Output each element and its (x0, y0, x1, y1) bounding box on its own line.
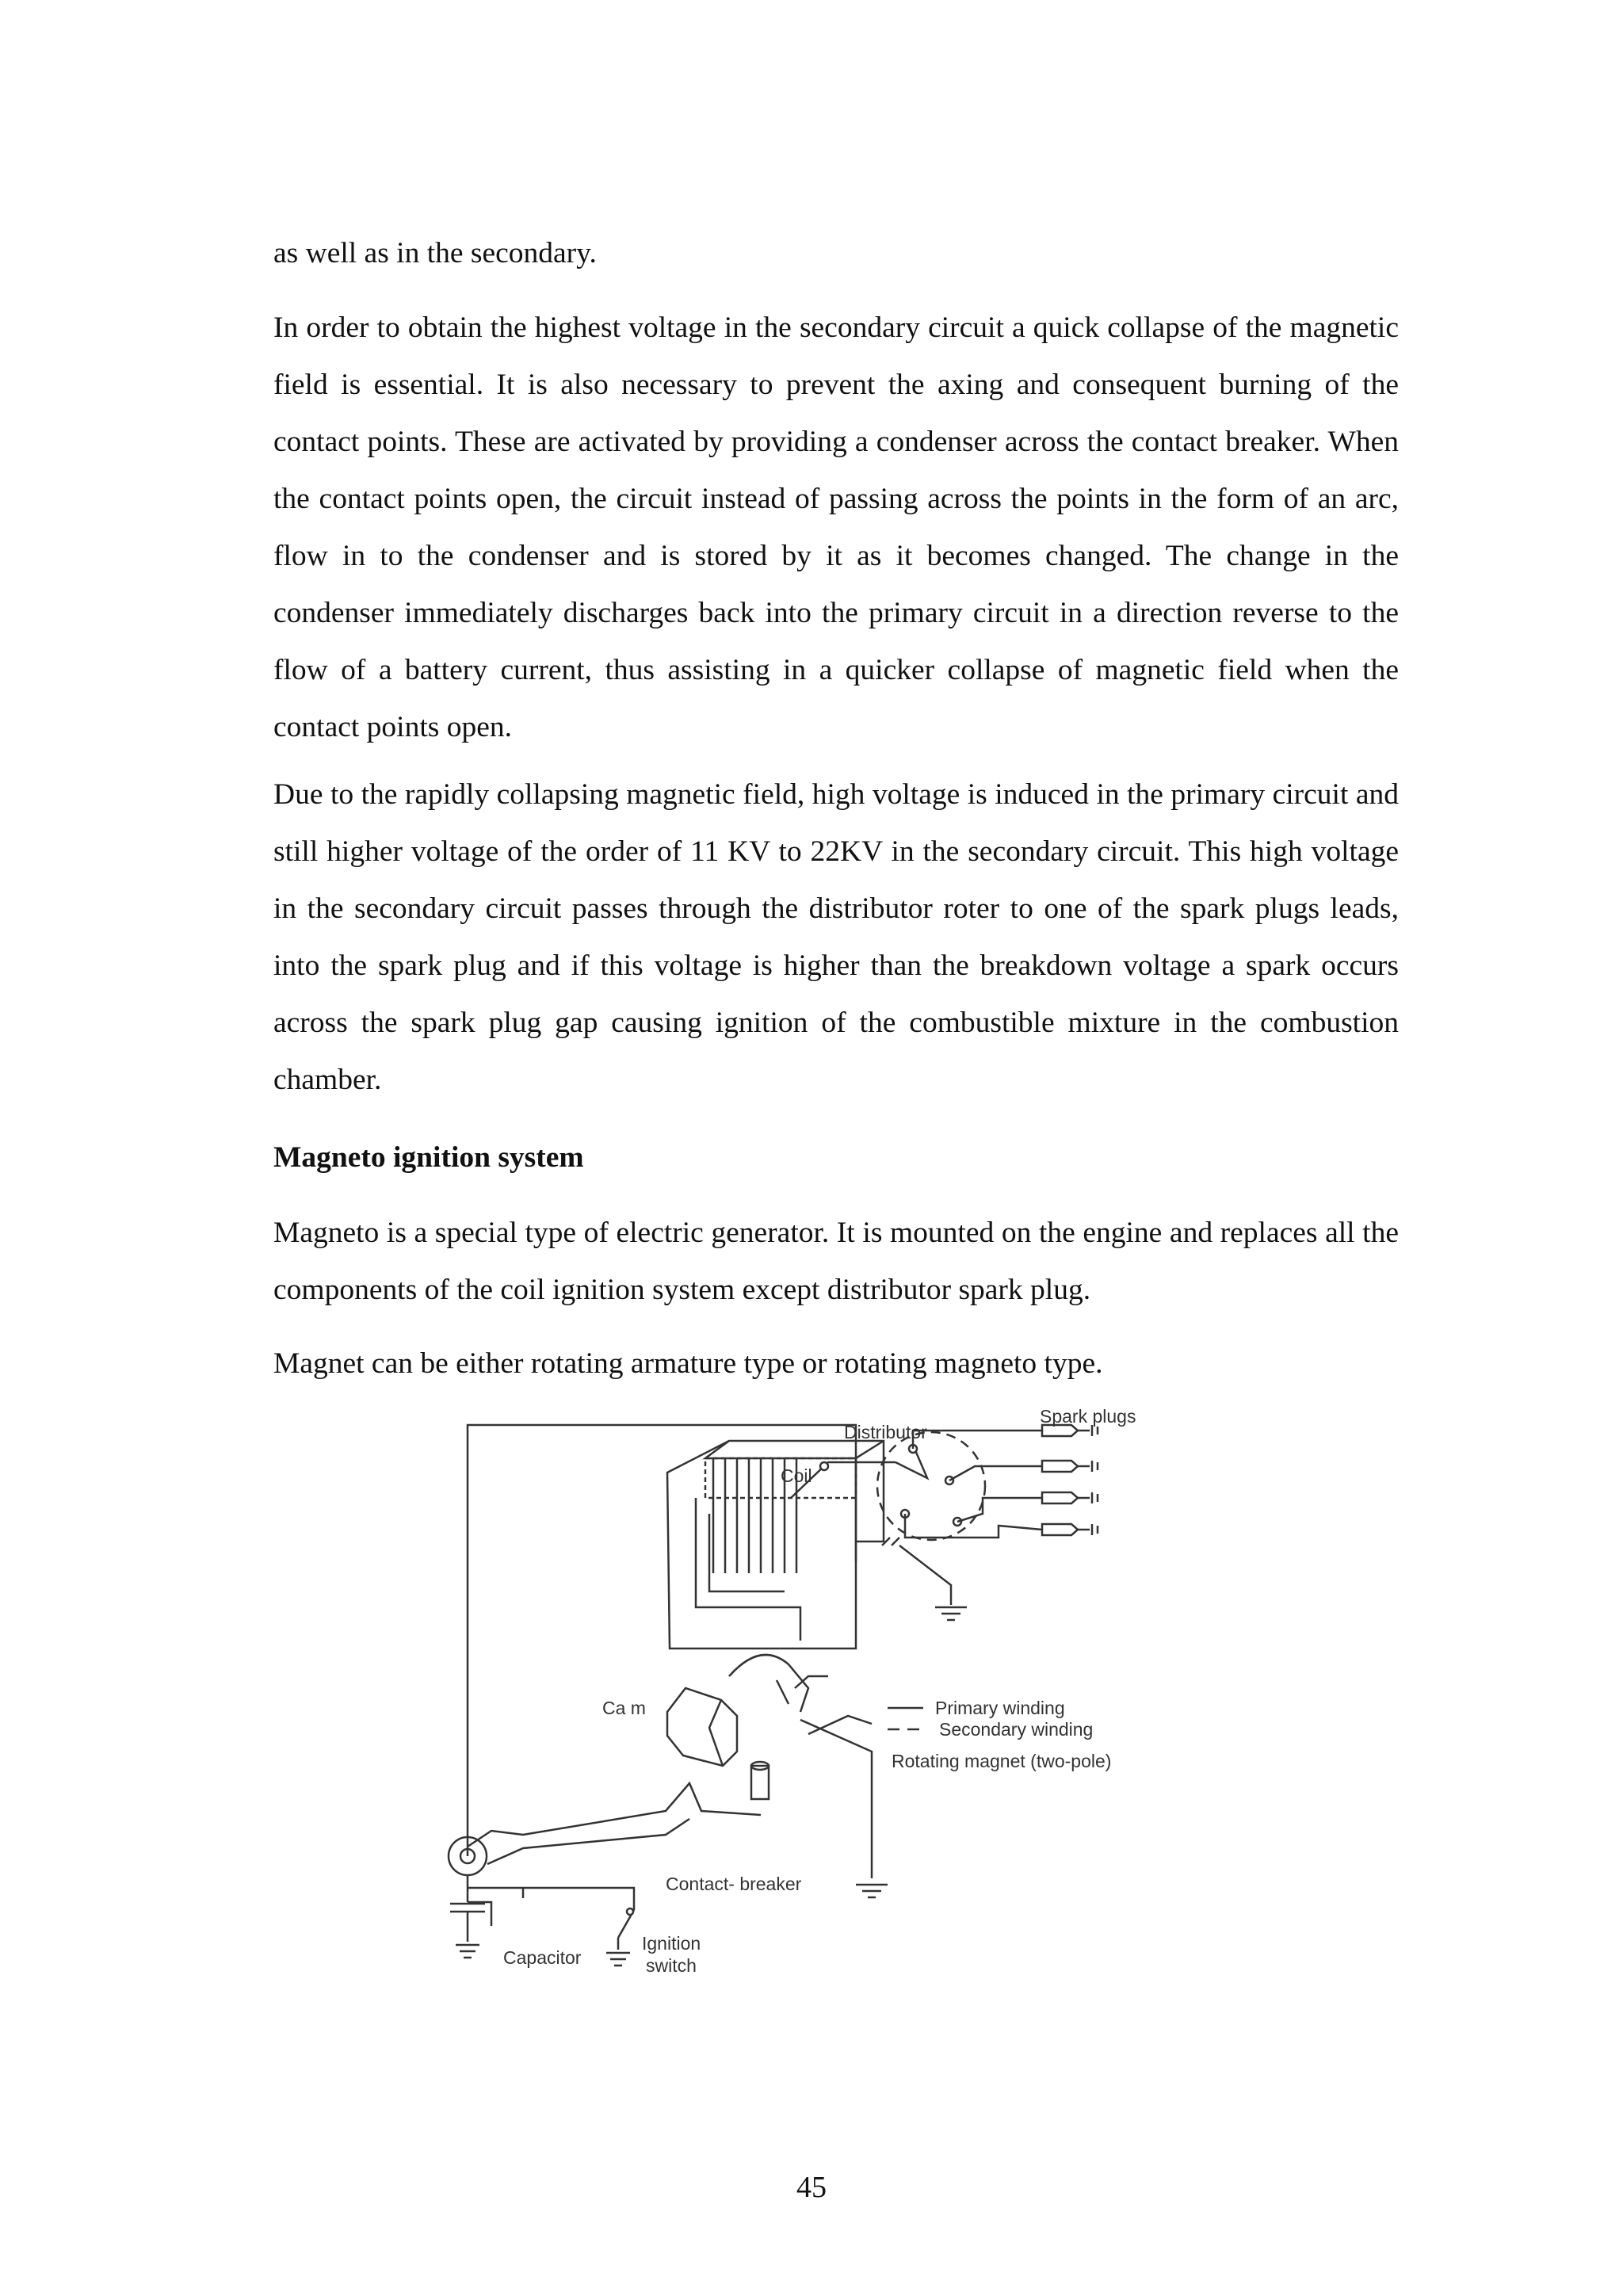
label-primary-winding: Primary winding (935, 1698, 1065, 1718)
label-secondary-winding: Secondary winding (939, 1719, 1094, 1740)
section-heading: Magneto ignition system (273, 1141, 584, 1174)
spark-lead-2 (949, 1466, 1042, 1480)
magneto-ignition-diagram (428, 1403, 1173, 2005)
label-coil: Coil (781, 1465, 812, 1486)
paragraph-magneto: Magneto is a special type of electric generator. It is mounted on the engine and replaces all the components of the coil ignition system except distributor spark plug. (273, 1217, 1399, 1306)
label-ignition: Ignition (642, 1933, 701, 1954)
paragraph-high-voltage: Due to the rapidly collapsing magnetic field, high voltage is induced in the primary circuit and still higher voltage of the order of 11 KV to 22KV in the secondary circuit. This high voltage in the secondary circuit passes through the distributor roter to one of the spark plugs leads, into the spark plug and if this voltage is higher than the breakdown voltage a spark occurs across the spark plug gap causing ignition of the combustible mixture in the combustion chamber. (273, 778, 1399, 1096)
spark-plug-icons (1042, 1425, 1098, 1535)
primary-wire (468, 1425, 856, 1856)
diagram-labels (503, 1406, 1136, 1976)
label-spark-plugs: Spark plugs (1040, 1406, 1136, 1427)
label-capacitor: Capacitor (503, 1947, 582, 1968)
paragraph-magnet-types: Magnet can be either rotating armature type or rotating magneto type. (273, 1347, 1103, 1380)
coil-core (667, 1441, 884, 1648)
contact-breaker-lever (468, 1783, 761, 1847)
spark-lead-3 (957, 1498, 1042, 1522)
cam (667, 1688, 737, 1766)
page-number: 45 (796, 2171, 827, 2204)
rotating-magnet (729, 1655, 808, 1712)
label-rotating-magnet: Rotating magnet (two-pole) (892, 1751, 1112, 1771)
label-cam: Ca m (602, 1698, 646, 1718)
label-distributor: Distributor (844, 1422, 927, 1442)
label-contact-breaker: Contact- breaker (666, 1874, 802, 1894)
paragraph-condenser: In order to obtain the highest voltage in the secondary circuit a quick collapse of the magnetic field is essential. It is also necessary to prevent the axing and consequent burning of the contact points. These are activated by providing a condenser across the contact breaker. When the contact points open, the circuit instead of passing across the points in the form of an arc, flow in to the condenser and is stored by it as it becomes changed. The change in the condenser immediately discharges back into the primary circuit in a direction reverse to the flow of a battery current, thus assisting in a quicker collapse of magnetic field when the contact points open. (273, 311, 1399, 743)
diagram-svg (428, 1403, 1173, 2005)
spark-lead-1 (913, 1431, 1042, 1449)
paragraph-continuation: as well as in the secondary. (273, 237, 597, 269)
distributor-cap (877, 1432, 985, 1540)
label-switch: switch (646, 1955, 697, 1976)
